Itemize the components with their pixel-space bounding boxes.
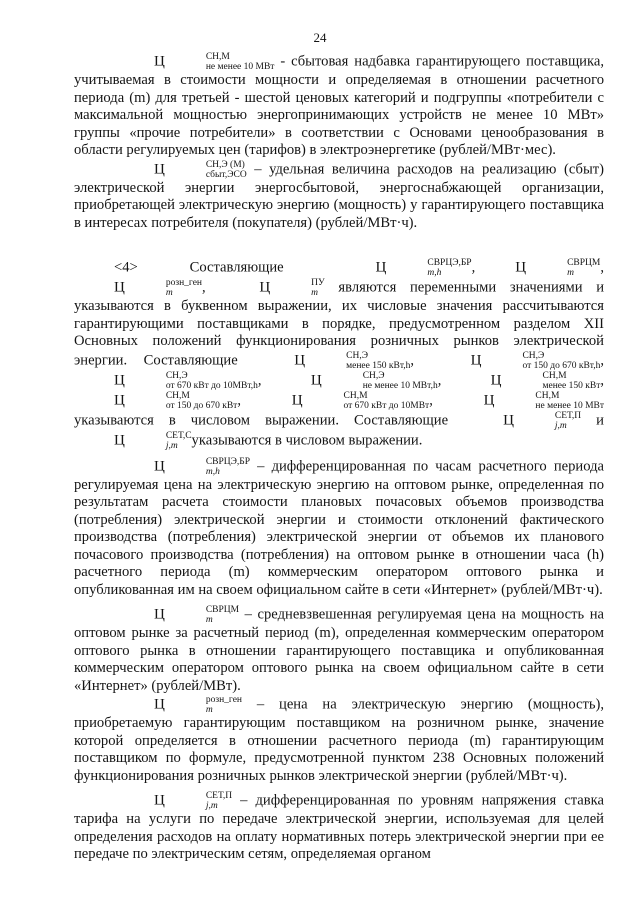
symbol-sub: сбыт,ЭСО xyxy=(205,169,247,180)
symbol-base: Ц xyxy=(114,371,125,388)
symbol-svrce-br xyxy=(336,258,472,278)
symbol-base: Ц xyxy=(470,351,482,368)
symbol-svrcm-def xyxy=(114,605,239,625)
symbol-rozn-gen-def xyxy=(114,695,242,715)
symbol-base: Ц xyxy=(515,259,527,276)
symbol-sup: СВРЦЭ,БР xyxy=(205,456,251,467)
symbol-sub: m xyxy=(567,268,574,278)
paragraph-text: – удельная величина расходов на реализацию (сбыт) электрической энергии энергосбытовой, энергоснабжающей организации, приобретающей электрическую энергию (мощность) у гарантирующего поставщика в интересах потребителя (покупателя) (рублей/МВт·ч). xyxy=(74,160,604,231)
symbol-rozn-gen xyxy=(74,278,202,298)
definition-svrcm xyxy=(74,605,604,695)
symbol-sub: j,m xyxy=(554,420,567,431)
symbol-sub: m xyxy=(205,705,213,715)
symbol-base: Ц xyxy=(503,411,514,428)
symbol-base: Ц xyxy=(154,160,165,177)
symbol-sn-m-lt150 xyxy=(451,371,601,391)
symbol-sub: от 670 кВт до 10МВт xyxy=(343,400,430,411)
symbol-sup: СН,Э xyxy=(346,350,368,361)
symbol-svrcm xyxy=(475,258,600,278)
page-number: 24 xyxy=(313,30,327,45)
symbol-sn-e-ge10 xyxy=(271,371,438,391)
symbol-base: Ц xyxy=(114,279,125,296)
symbol-sub: m,h xyxy=(205,466,220,477)
symbol-sub: не менее 10 МВт xyxy=(205,62,275,72)
symbol-sub: не менее 10 МВт,h xyxy=(362,380,438,391)
symbol-sup: СН,М xyxy=(165,390,190,401)
symbol-sup: ПУ xyxy=(311,278,325,288)
symbol-set-p xyxy=(463,411,581,431)
definition-set-p xyxy=(74,791,604,864)
symbol-sup: СВРЦМ xyxy=(205,605,240,615)
definition-rozn-gen xyxy=(74,695,604,785)
definition-text: – дифференцированная по часам расчетного периода регулируемая цена на электрическую энергию на оптовом рынке, определенная по результатам расчета стоимости плановых почасовых объемов производства (потребления) электрической энергии и стоимости отклонений фактического производства (потребления) электрической энергии от объемов их планового почасового производства (потребления) на оптовом рынке в отношении часа (h) расчетного периода (m) коммерческим оператором оптового рынка и опубликованная им на своем официальном сайте в сети «Интернет» (рублей/МВт·ч). xyxy=(74,457,604,598)
symbol-base: Ц xyxy=(154,696,165,713)
symbol-base: Ц xyxy=(114,391,125,408)
symbol-sub: m xyxy=(311,288,319,298)
symbol-sup: СН,Э xyxy=(165,370,188,381)
symbol-sbyt-eso xyxy=(114,160,247,180)
symbol-sub: m xyxy=(165,288,173,298)
symbol-sup: СН,Э (М) xyxy=(205,159,245,170)
symbol-base: Ц xyxy=(291,391,303,408)
paragraph-text: - сбытовая надбавка гарантирующего поставщика, учитываемая в стоимости мощности и определяемая в отношении расчетного периода (m) для третьей - шестой ценовых категорий и подгруппы «потребители с максимальной мощностью энергопринимающих устройств не менее 10 МВт» группы «прочие потребители» в соответствии с Основами ценообразования в области регулируемых цен (тарифов) в электроэнергетике (рублей/МВт·мес). xyxy=(74,53,604,158)
section-4: <4> Составляющие Ц СВРЦЭ,БР m,h , Ц СВРЦМ m , Ц розн_ген m , Ц ПУ m являются переменными значениями и указываются в буквенном выражении, их числовые значения рассчитываются гарантирующими поставщиками в порядке, предусмотренном разделом XII Основных положений функционирования розничных рынков электрической энергии. Составляющие Ц СН,Э менее 150 кВт,h , Ц СН,Э от 150 до 670 кВт,h , Ц СН,Э от 670 кВт до 10МВт,h , Ц СН,Э не менее 10 МВт,h , Ц СН,М менее 150 кВт , Ц СН,М от 150 до 670 кВт , Ц СН,М от 670 кВт до 10МВт , Ц СН,М не менее 10 МВт указываются в числовом выражении. Составляющие Ц СЕТ,П j,m и Ц СЕТ,С j,m указываются в числовом выражении. xyxy=(74,258,605,451)
definition-text: – дифференцированная по уровням напряжения ставка тарифа на услуги по передаче электрической энергии, используемая для целей определения расходов на оплату нормативных потерь электрической энергии при ее передаче по электрическим сетям, определяемая органом xyxy=(74,792,604,862)
symbol-sup: СН,М xyxy=(535,390,560,401)
symbol-sup: СН,Э xyxy=(362,370,385,381)
symbol-sup: СН,М xyxy=(542,370,567,381)
symbol-base: Ц xyxy=(154,792,165,809)
symbol-base: Ц xyxy=(375,259,387,276)
section-4-numeric-text: указываются в числовом выражении. Составляющие xyxy=(74,411,464,428)
symbol-sup: СН,М xyxy=(343,390,368,401)
symbol-base: Ц xyxy=(483,391,495,408)
symbol-base: Ц xyxy=(490,371,502,388)
definition-svrce-br xyxy=(74,457,604,600)
symbol-sup: СЕТ,П xyxy=(554,410,582,421)
symbol-sup: СВРЦМ xyxy=(567,258,601,268)
symbol-sup: СН,М xyxy=(205,52,230,62)
symbol-base: Ц xyxy=(259,279,271,296)
symbol-sub: от 150 до 670 кВт,h xyxy=(522,360,601,371)
symbol-sub: менее 150 кВт xyxy=(542,380,601,391)
symbol-base: Ц xyxy=(294,351,306,368)
symbol-base: Ц xyxy=(310,371,322,388)
section-4-text: являются переменными значениями и указываются в буквенном выражении, их числовые значения рассчитываются гарантирующими поставщиками в порядке, предусмотренном разделом XII Основных положений функционирования розничных рынков электрической энергии. Составляющие xyxy=(74,279,604,368)
symbol-sup: СН,Э xyxy=(522,350,545,361)
symbol-sub: m,h xyxy=(427,268,442,278)
symbol-sn-m-10mw xyxy=(114,52,274,72)
symbol-sn-e-670-10 xyxy=(74,371,258,391)
symbol-base: Ц xyxy=(154,53,165,70)
symbol-sn-m-ge10 xyxy=(444,391,604,411)
section-4-lead: <4> Составляющие xyxy=(114,259,336,276)
definition-text: – средневзвешенная регулируемая цена на мощность на оптовом рынке за расчетный период (m), определенная коммерческим оператором оптового рынка в отношении гарантирующего поставщика и опубликованная коммерческим оператором оптового рынка на своем официальном сайте в сети «Интернет» (рублей/МВт). xyxy=(74,606,604,694)
symbol-sub: от 150 до 670 кВт xyxy=(165,400,238,411)
section-4-and: и xyxy=(581,411,604,428)
symbol-sup: СЕТ,П xyxy=(205,791,233,801)
symbol-sup: розн_ген xyxy=(165,278,203,288)
symbol-sn-m-670-10 xyxy=(252,391,430,411)
symbol-base: Ц xyxy=(154,457,165,474)
symbol-sub: m xyxy=(205,615,213,625)
symbol-base: Ц xyxy=(114,431,125,448)
symbol-sub: j,m xyxy=(165,440,178,451)
symbol-sup: СЕТ,С xyxy=(165,430,192,441)
paragraph-sbyt-eso xyxy=(74,160,604,233)
symbol-svrce-br-def xyxy=(114,457,250,477)
symbol-sn-e-150-670 xyxy=(431,351,601,371)
definition-text: – цена на электрическую энергию (мощность), приобретаемую гарантирующим поставщиком на розничном рынке, значение которой определяется в отношении расчетного периода (m) гарантирующим поставщиком по формуле, предусмотренной пунктом 238 Основных положений функционирования розничных рынков электрической энергии (рублей/МВт·ч). xyxy=(74,696,604,784)
symbol-pu xyxy=(219,278,324,298)
section-4-end: указываются в числовом выражении. xyxy=(191,431,423,448)
symbol-sub: не менее 10 МВт xyxy=(535,400,605,411)
symbol-sn-e-lt150 xyxy=(254,351,410,371)
symbol-sub: менее 150 кВт,h xyxy=(346,360,411,371)
symbol-set-p-def xyxy=(114,791,232,811)
paragraph-sn-m-10mw xyxy=(74,52,604,160)
symbol-sn-m-150-670 xyxy=(74,391,237,411)
symbol-sub: j,m xyxy=(205,801,218,811)
symbol-sup: СВРЦЭ,БР xyxy=(427,258,472,268)
document-body xyxy=(74,52,604,864)
symbol-sup: розн_ген xyxy=(205,695,243,705)
symbol-base: Ц xyxy=(154,606,165,623)
symbol-sub: от 670 кВт до 10МВт,h xyxy=(165,380,258,391)
symbol-set-s xyxy=(74,431,192,451)
